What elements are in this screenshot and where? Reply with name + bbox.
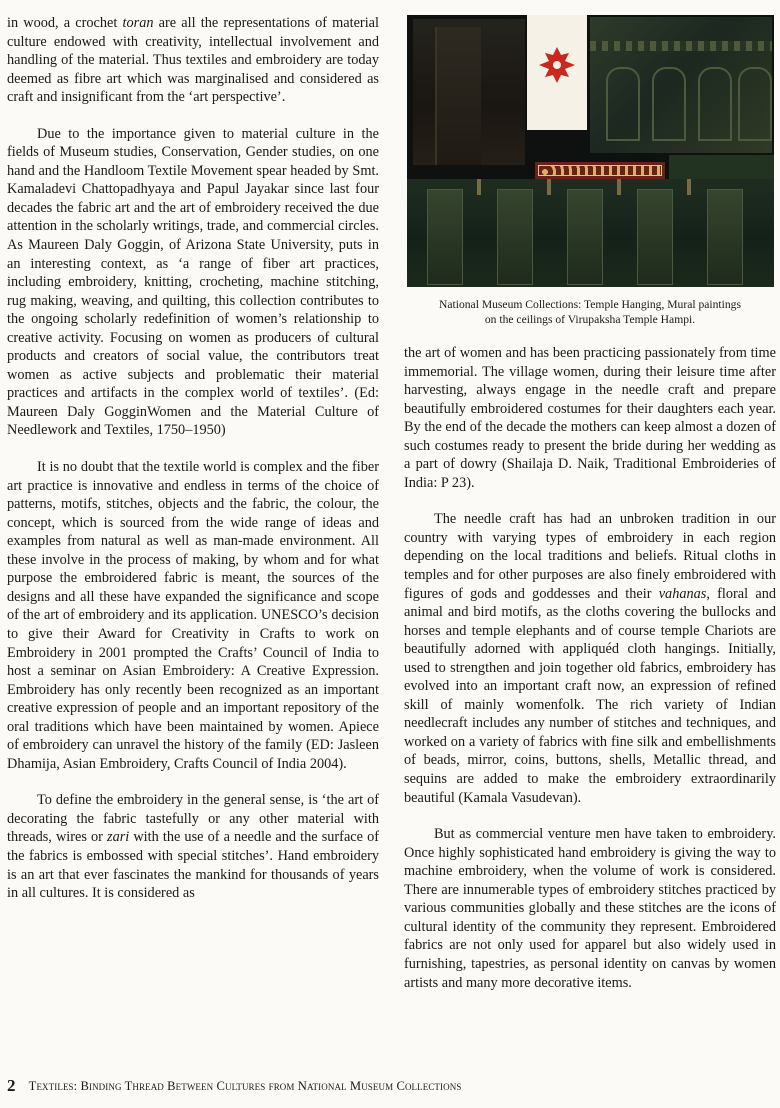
page-footer	[7, 1076, 772, 1096]
bird-motif-icon	[535, 43, 579, 87]
paragraph-toran: in wood, a crochet toran are all the representations of material culture endowed with creativity, intellectual involvement and handling of the material. Thus textiles and embroidery are today deemed as fibre art which was marginalised and considered as craft and insignificant from the ‘art perspective’.	[7, 15, 379, 106]
italic-vahanas: vahanas	[658, 585, 707, 602]
italic-toran: toran	[122, 15, 154, 31]
running-title: Textiles: Binding Thread Between Cultures from National Museum Collections	[28, 1079, 462, 1093]
embroidered-border-strip	[535, 162, 665, 179]
right-column	[404, 344, 776, 992]
paragraph-define-embroidery: To define the embroidery in the general sense, is ‘the art of decorating the fabric tastefully or any other material with threads, wires or zari with the use of a needle and the surface of the fabrics is embossed with special stitches’. Hand embroidery is an art that ever fascinates the mankind for thousands of years in all cultures. It is considered as	[7, 792, 379, 902]
paragraph-material-culture: Due to the importance given to material culture in the fields of Museum studies, Conservation, Gender studies, on one hand and the Handloom Textile Movement spear headed by Smt. Kamaladevi Chattopadhyaya and Papul Jayakar since last four decades the fabric art and the art of embroidery received the due attention in the scholarly writings, trade, and commercial circles. As Maureen Daly Goggin, of Arizona State University, puts in an interesting context, as ‘a range of fiber art practices, including embroidery, knitting, crocheting, machine stitching, rug making, weaving, and quilting, this collection contributes to the ongoing scholarly redefinition of women’s relationship to creative activity. Focusing on women as producers of cultural products and creators of social value, the contributors treat women as active subjects and problematic their material practices and artifacts in the complex world of textiles’. (Ed: Maureen Daly GogginWomen and the Material Culture of Needlework and Textiles, 1750–1950)	[7, 125, 379, 439]
mural-painting-photo	[590, 17, 772, 153]
paragraph-art-of-women: the art of women and has been practicing passionately from time immemorial. The village women, during their leisure time after harvesting, always engage in the needle craft and prepare beautifully embroidered costumes for their daughters each year. By the end of the decade the mothers can keep almost a dozen of such costumes ready to present the bride during her wedding as a part of dowry (Shailaja D. Naik, Traditional Embroideries of India: P 23).	[404, 345, 776, 491]
temple-ceiling-photo	[407, 179, 774, 287]
italic-zari: zari	[107, 829, 130, 846]
caption-line-2: on the ceilings of Virupaksha Temple Hampi.	[484, 313, 696, 326]
temple-hanging-photo	[413, 19, 525, 165]
museum-collage-figure	[407, 15, 774, 287]
figure-caption	[404, 297, 776, 327]
left-column	[7, 14, 379, 903]
page-number: 2	[7, 1076, 16, 1095]
paragraph-commercial-venture: But as commercial venture men have taken to embroidery. Once highly sophisticated hand embroidery is giving the way to machine embroidery, when the volume of work is considered. There are innumerable types of embroidery stitches practiced by various communities globally and these stitches are the icons of cultural identity of the community they represent. Embroidered fabrics are not only used for apparel but also widely used in furnishing, tapestries, as personal identity on canvas by women artists and many more decorative items.	[404, 826, 776, 991]
caption-line-1: National Museum Collections: Temple Hanging, Mural paintings	[439, 298, 741, 311]
paragraph-textile-world: It is no doubt that the textile world is complex and the fiber art practice is innovative and endless in terms of the choice of patterns, motifs, stitches, objects and the fabric, the colour, the concept, which is sourced from the wide range of ideas and examples from natural as well as man-made environment. All these involve in the process of making, by whom and for what purpose the embroidered fabric is meant, the sources of the designs and all these have expanded the significance and scope of the art of embroidery and its application. UNESCO’s decision to give their Award for Creativity in Crafts to work on Embroidery in 2001 prompted the Crafts’ Council of India to host a seminar on Asian Embroidery: A Creative Expression. Embroidery has only recently been recognized as an important creative expression of people and an important repository of the oral traditions which have been maintained by women. Apiece of embroidery can unravel the history of the family (ED: Jasleen Dhamija, Asian Embroidery, Crafts Council of India 2004).	[7, 459, 379, 772]
paragraph-needle-craft: The needle craft has had an unbroken tradition in our country with varying types of embroidery in each region depending on the local traditions and beliefs. Ritual cloths in temples and for other purposes are also finely embroidered with figures of gods and goddesses and their vahanas, floral and animal and bird motifs, as the cloths covering the bullocks and horses and temple elephants and of course temple Chariots are beautifully adorned with appliquéd cloth hangings. Initially, used to strengthen and join together old fabrics, embroidery has evolved into an important craft now, an expression of refined skill of mainly womenfolk. The rich variety of Indian needlecraft includes any number of stitches and techniques, and worked on a variety of fabrics with fine silk and embellishments of beads, mirror, coins, buttons, shells, Metallic thread, and sequins are added to make the embroidery extraordinarily beautiful (Kamala Vasudevan).	[404, 511, 776, 806]
